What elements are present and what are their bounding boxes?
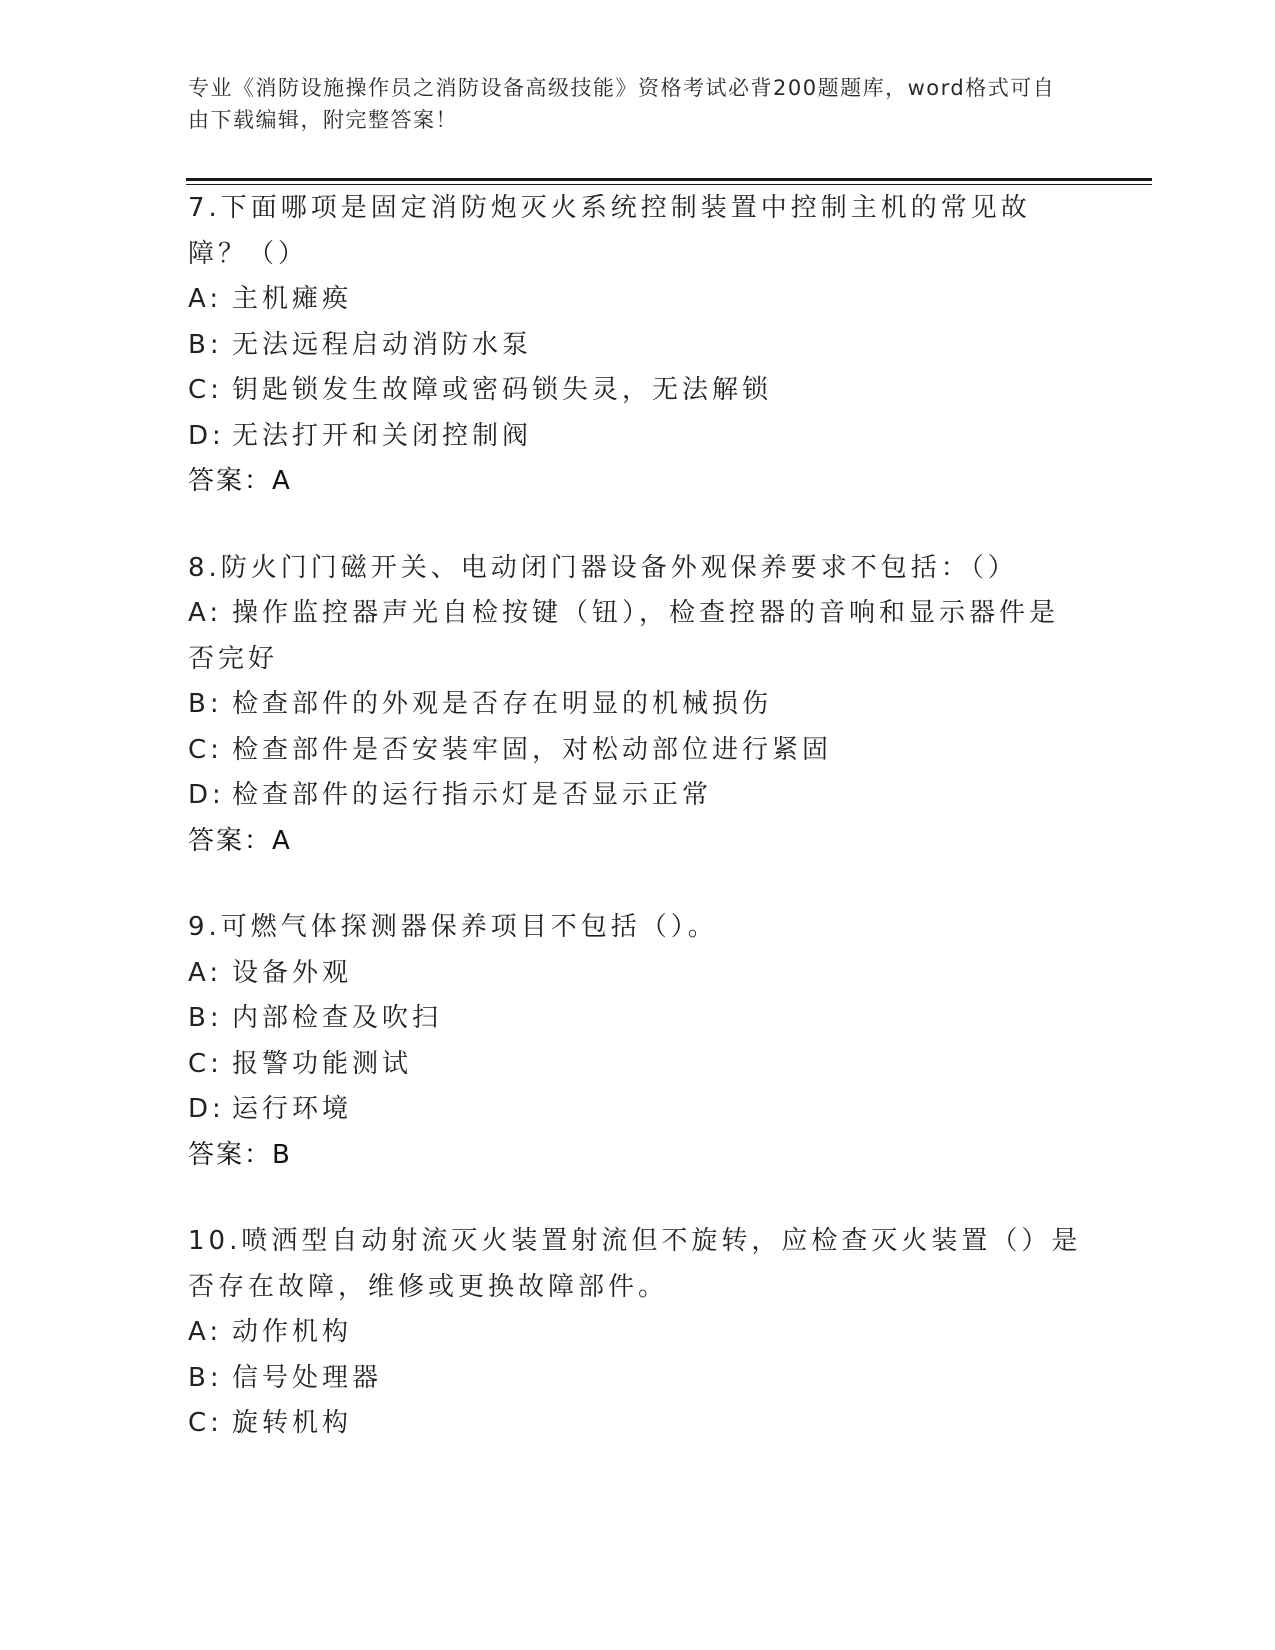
option-text: 钥匙锁发生故障或密码锁失灵，无法解锁 <box>232 375 773 405</box>
option-c <box>188 1042 1088 1088</box>
question-stem: 8.防火门门磁开关、电动闭门器设备外观保养要求不包括：（） <box>188 552 1018 583</box>
option-text: 主机瘫痪 <box>232 284 353 314</box>
question-item <box>188 905 1088 1178</box>
option-d <box>188 773 1088 819</box>
option-text: 内部检查及吹扫 <box>232 1003 443 1033</box>
answer-label: 答案： <box>188 1139 273 1170</box>
option-letter: A: <box>188 957 223 988</box>
option-letter: B: <box>188 329 223 360</box>
option-text: 检查部件是否安装牢固，对松动部位进行紧固 <box>232 734 833 765</box>
answer-value: A <box>272 825 292 856</box>
option-b <box>188 996 1088 1042</box>
option-text: 设备外观 <box>232 957 353 988</box>
answer-value: A <box>272 466 292 496</box>
answer-label: 答案： <box>188 466 273 496</box>
option-letter: C: <box>188 1048 223 1079</box>
option-letter: D: <box>188 420 225 451</box>
option-letter: D: <box>188 780 225 810</box>
header-rule-thin <box>186 184 1152 185</box>
option-letter: B: <box>188 689 223 719</box>
option-d <box>188 1087 1088 1133</box>
option-a <box>188 277 1088 323</box>
option-d <box>188 414 1088 460</box>
question-stem: 9.可燃气体探测器保养项目不包括（）。 <box>188 912 718 942</box>
option-c <box>188 1401 1088 1447</box>
option-b <box>188 682 1088 728</box>
question-list <box>188 186 1088 1488</box>
answer-line <box>188 1133 1088 1179</box>
answer-line <box>188 459 1088 505</box>
question-stem: 7.下面哪项是固定消防炮灭火系统控制装置中控制主机的常见故障？（） <box>188 193 1031 269</box>
question-stem: 10.喷洒型自动射流灭火装置射流但不旋转，应检查灭火装置（）是否存在故障，维修或更换故障部件。 <box>188 1226 1082 1302</box>
option-text: 信号处理器 <box>232 1362 383 1393</box>
option-text: 无法打开和关闭控制阀 <box>232 420 533 451</box>
option-a <box>188 951 1088 997</box>
option-c <box>188 728 1088 774</box>
option-letter: C: <box>188 375 223 405</box>
option-letter: A: <box>188 284 223 314</box>
option-letter: C: <box>188 1408 223 1438</box>
option-text: 检查部件的外观是否存在明显的机械损伤 <box>232 689 773 719</box>
answer-label: 答案： <box>188 825 273 856</box>
answer-value: B <box>272 1139 292 1170</box>
option-text: 报警功能测试 <box>232 1048 413 1079</box>
question-item <box>188 1219 1088 1447</box>
question-item <box>188 186 1088 505</box>
answer-line <box>188 819 1088 865</box>
option-text: 运行环境 <box>232 1094 353 1124</box>
option-text: 操作监控器声光自检按键（钮），检查控器的音响和显示器件是否完好 <box>188 598 1060 674</box>
option-b <box>188 323 1088 369</box>
option-letter: C: <box>188 734 223 765</box>
option-letter: B: <box>188 1003 223 1033</box>
option-c <box>188 368 1088 414</box>
option-a <box>188 591 1088 682</box>
option-text: 检查部件的运行指示灯是否显示正常 <box>232 780 713 810</box>
option-letter: A: <box>188 598 223 628</box>
question-item <box>188 546 1088 865</box>
option-text: 旋转机构 <box>232 1408 353 1438</box>
option-text: 动作机构 <box>232 1317 353 1347</box>
document-header: 专业《消防设施操作员之消防设备高级技能》资格考试必背200题题库，word格式可自由下载编辑，附完整答案！ <box>188 76 1056 132</box>
option-letter: B: <box>188 1362 223 1393</box>
option-letter: D: <box>188 1094 225 1124</box>
header-rule-thick <box>186 178 1152 181</box>
option-text: 无法远程启动消防水泵 <box>232 329 533 360</box>
option-letter: A: <box>188 1317 223 1347</box>
option-b <box>188 1356 1088 1402</box>
option-a <box>188 1310 1088 1356</box>
